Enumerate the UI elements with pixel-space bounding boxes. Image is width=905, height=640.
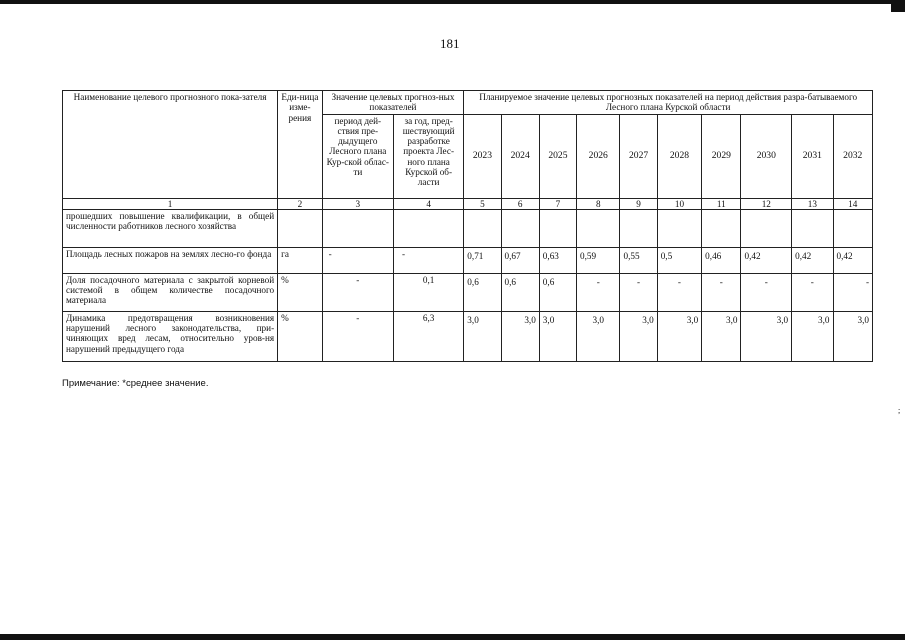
value-cell: 3,0 (702, 311, 741, 361)
value-cell (501, 209, 539, 247)
value-cell: 0,46 (702, 247, 741, 273)
header-indicator-name: Наименование целевого прогнозного пока-зателя (63, 91, 278, 199)
prev-year-cell: - (393, 247, 463, 273)
value-cell (464, 209, 501, 247)
column-number: 10 (657, 198, 701, 209)
header-year: 2027 (620, 114, 657, 198)
forecast-table-container (62, 90, 873, 362)
value-cell: 0,42 (741, 247, 792, 273)
table-row (63, 311, 873, 361)
value-cell (792, 209, 833, 247)
header-unit: Еди-ница изме-рения (278, 91, 322, 199)
value-cell: 0,42 (792, 247, 833, 273)
unit-cell: га (278, 247, 322, 273)
value-cell: - (741, 273, 792, 311)
value-cell: 3,0 (657, 311, 701, 361)
table-row (63, 247, 873, 273)
indicator-name: прошедших повышение квалификации, в общей численности работников лесного хозяйства (63, 209, 278, 247)
column-number: 11 (702, 198, 741, 209)
value-cell: 0,55 (620, 247, 657, 273)
column-number: 4 (393, 198, 463, 209)
header-year: 2025 (539, 114, 576, 198)
value-cell: 3,0 (501, 311, 539, 361)
prev-period-cell: - (322, 247, 393, 273)
header-prev-year: за год, пред-шествующий разработке проекта Лес-ного плана Курской об-ласти (393, 114, 463, 198)
value-cell (539, 209, 576, 247)
column-number: 7 (539, 198, 576, 209)
indicator-name: Площадь лесных пожаров на землях лесно-го фонда (63, 247, 278, 273)
indicator-name: Динамика предотвращения возникновения нарушений лесного законодательства, при-чиняющих вред лесам, относительно уров-ня нарушений предыдущего года (63, 311, 278, 361)
header-year: 2023 (464, 114, 501, 198)
value-cell: - (577, 273, 620, 311)
page-number: 181 (440, 36, 460, 51)
value-cell: - (620, 273, 657, 311)
column-number: 1 (63, 198, 278, 209)
value-cell: 3,0 (741, 311, 792, 361)
column-number: 6 (501, 198, 539, 209)
value-cell: - (702, 273, 741, 311)
header-year: 2026 (577, 114, 620, 198)
prev-period-cell (322, 209, 393, 247)
value-cell (620, 209, 657, 247)
value-cell: 0,42 (833, 247, 872, 273)
value-cell: 3,0 (620, 311, 657, 361)
forecast-indicators-table (62, 90, 873, 362)
header-year: 2030 (741, 114, 792, 198)
scan-edge-bottom (0, 634, 905, 640)
header-year: 2031 (792, 114, 833, 198)
header-year: 2028 (657, 114, 701, 198)
prev-year-cell: 0,1 (393, 273, 463, 311)
value-cell: 0,59 (577, 247, 620, 273)
value-cell: 0,6 (501, 273, 539, 311)
value-cell: - (833, 273, 872, 311)
column-number: 5 (464, 198, 501, 209)
value-cell: 3,0 (539, 311, 576, 361)
column-number: 9 (620, 198, 657, 209)
value-cell (702, 209, 741, 247)
value-cell: 0,6 (464, 273, 501, 311)
unit-cell: % (278, 273, 322, 311)
table-row (63, 209, 873, 247)
value-cell: - (657, 273, 701, 311)
header-year: 2032 (833, 114, 872, 198)
value-cell (577, 209, 620, 247)
value-cell: 3,0 (464, 311, 501, 361)
value-cell: 0,63 (539, 247, 576, 273)
header-row-1 (63, 91, 873, 115)
table-row (63, 273, 873, 311)
header-year: 2024 (501, 114, 539, 198)
value-cell: 3,0 (577, 311, 620, 361)
column-number: 8 (577, 198, 620, 209)
value-cell (833, 209, 872, 247)
prev-period-cell: - (322, 311, 393, 361)
scan-edge-top (0, 0, 905, 4)
prev-year-cell (393, 209, 463, 247)
column-number: 2 (278, 198, 322, 209)
value-cell: - (792, 273, 833, 311)
value-cell (741, 209, 792, 247)
header-planned-group: Планируемое значение целевых прогнозных показателей на период действия разра-батываемого Лесного плана Курской области (464, 91, 873, 115)
header-year: 2029 (702, 114, 741, 198)
column-number: 14 (833, 198, 872, 209)
value-cell (657, 209, 701, 247)
prev-period-cell: - (322, 273, 393, 311)
column-number: 3 (322, 198, 393, 209)
footnote: Примечание: *среднее значение. (62, 378, 209, 389)
column-number: 12 (741, 198, 792, 209)
column-number: 13 (792, 198, 833, 209)
prev-year-cell: 6,3 (393, 311, 463, 361)
value-cell: 3,0 (833, 311, 872, 361)
margin-mark: ; (898, 406, 901, 415)
value-cell: 0,6 (539, 273, 576, 311)
unit-cell (278, 209, 322, 247)
header-values-group: Значение целевых прогноз-ных показателей (322, 91, 464, 115)
column-number-row (63, 198, 873, 209)
value-cell: 0,5 (657, 247, 701, 273)
value-cell: 0,67 (501, 247, 539, 273)
header-prev-period: период дей-ствия пре-дыдущего Лесного плана Кур-ской облас-ти (322, 114, 393, 198)
value-cell: 3,0 (792, 311, 833, 361)
value-cell: 0,71 (464, 247, 501, 273)
scan-corner-mark (891, 0, 905, 12)
indicator-name: Доля посадочного материала с закрытой корневой системой в общем количестве посадочного материала (63, 273, 278, 311)
unit-cell: % (278, 311, 322, 361)
